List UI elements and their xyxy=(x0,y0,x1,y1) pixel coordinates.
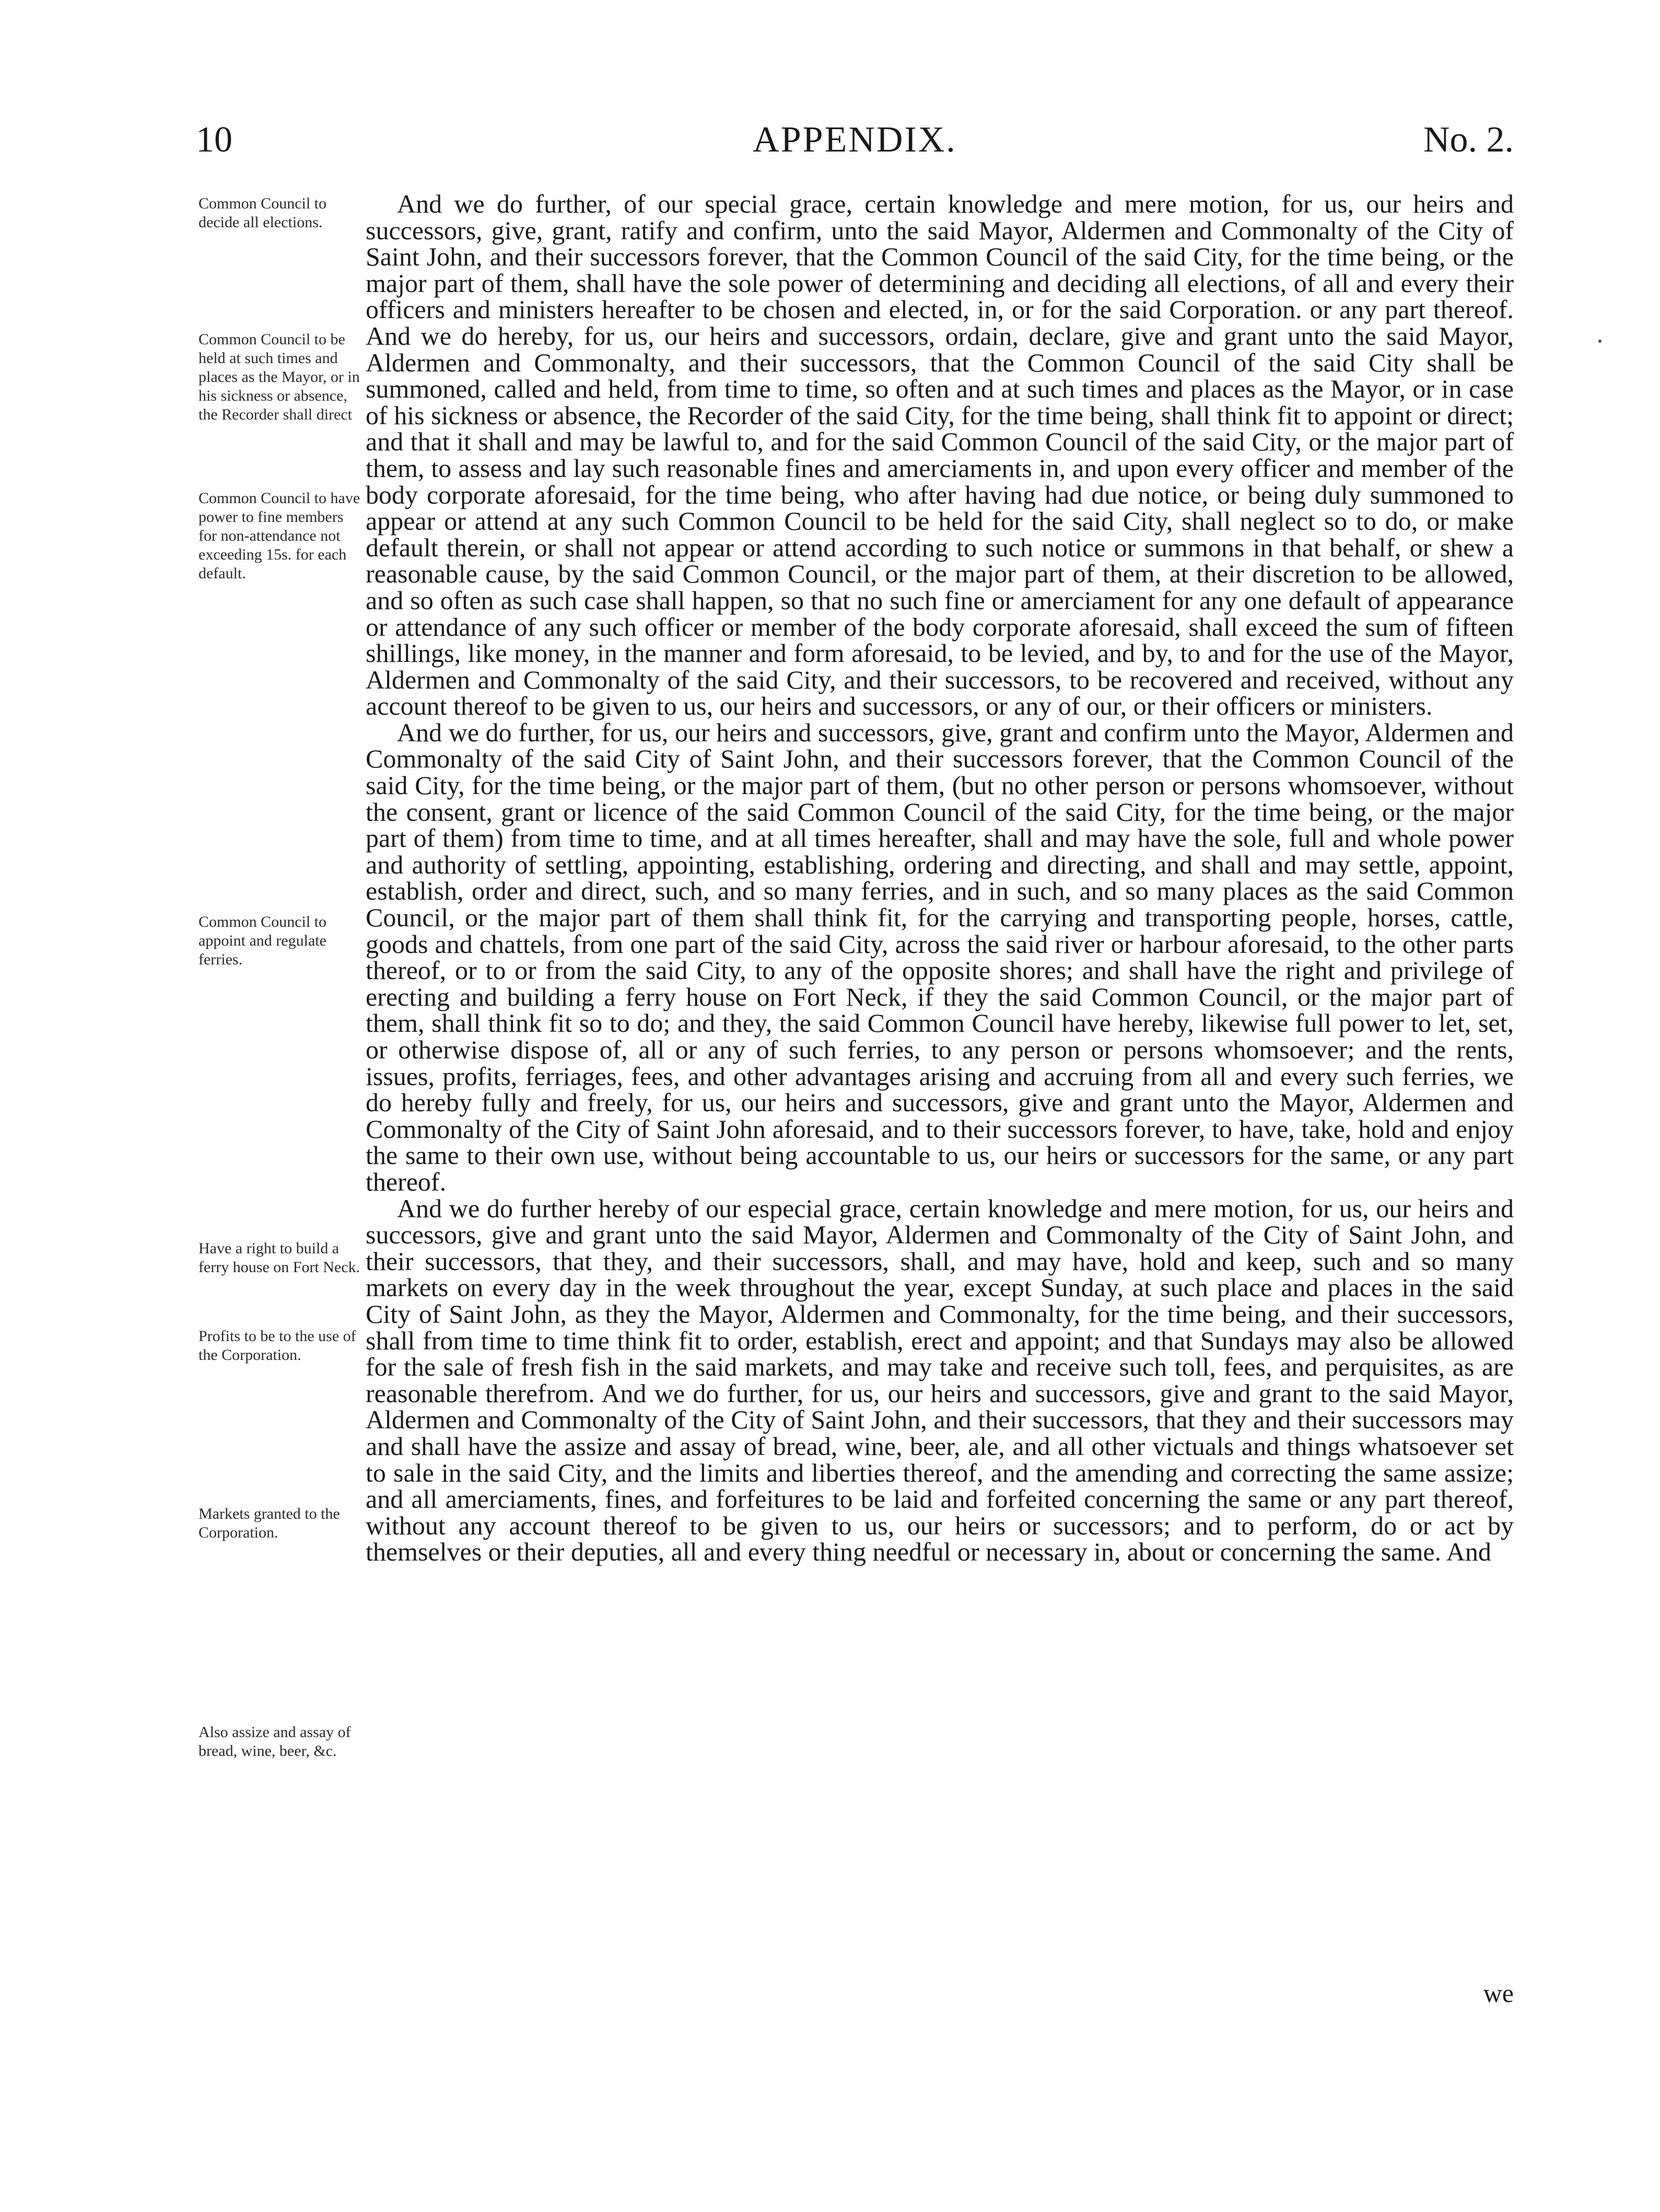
sidenote-ferries: Common Council to appoint and regulate ferries. xyxy=(198,913,327,968)
catchword: we xyxy=(1483,1978,1514,2008)
sidenote-markets: Markets granted to the Corporation. xyxy=(198,1505,340,1541)
running-head: APPENDIX. xyxy=(753,120,957,160)
paragraph-markets-and-assize: And we do further hereby of our especial grace, certain knowledge and mere motion, for us, our heirs and successors, give and grant unto the said Mayor, Aldermen and Commonalty of the City of Saint John, and their successors, that they, and their successors, shall, and may have, hold and keep, such and so many markets on every day in the week throughout the year, except Sunday, at such place and places in the said City of Saint John, as they the Mayor, Aldermen and Commonalty, for the time being, and their successors, shall from time to time think fit to order, establish, erect and appoint; and that Sundays may also be allowed for the sale of fresh fish in the said markets, and may take and receive such toll, fees, and perquisites, as are reasonable therefrom. And we do further, for us, our heirs and successors, give and grant to the said Mayor, Aldermen and Commonalty of the City of Saint John, and their successors, that they and their successors may and shall have the assize and assay of bread, wine, beer, ale, and all other victuals and things whatsoever set to sale in the said City, and the limits and liberties thereof, and the amending and correcting the same assize; and all amerciaments, fines, and forfeitures to be laid and forfeited concerning the same or any part thereof, without any account thereof to be given to us, our heirs or successors; and to perform, do or act by themselves or their deputies, all and every thing needful or necessary in, about or concerning the same. And xyxy=(366,1193,1514,1567)
sidenote-ferry-house: Have a right to build a ferry house on Fort Neck. xyxy=(198,1240,360,1276)
sidenote-elections: Common Council to decide all elections. xyxy=(198,195,327,231)
sidenote-fines: Common Council to have power to fine members for non-attendance not exceeding 15s. for each default. xyxy=(198,490,360,582)
ink-speck xyxy=(1598,340,1601,343)
sidenote-profits: Profits to be to the use of the Corporation. xyxy=(198,1328,356,1364)
document-number: No. 2. xyxy=(1423,120,1514,160)
page-header xyxy=(196,119,1514,166)
paragraph-elections-and-fines: And we do further, of our special grace, certain knowledge and mere motion, for us, our heirs and successors, give, grant, ratify and confirm, unto the said Mayor, Aldermen and Commonalty of the City of Saint John, and their successors forever, that the Common Council of the said City, for the time being, or the major part of them, shall have the sole power of determining and deciding all elections, of all and every their officers and ministers hereafter to be chosen and elected, in, or for the said Corporation. or any part thereof. And we do hereby, for us, our heirs and successors, ordain, declare, give and grant unto the said Mayor, Aldermen and Commonalty, and their successors, that the Common Council of the said City shall be summoned, called and held, from time to time, so often and at such times and places as the Mayor, or in case of his sickness or absence, the Recorder of the said City, for the time being, shall think fit to appoint or direct; and that it shall and may be lawful to, and for the said Common Council of the said City, or the major part of them, to assess and lay such reasonable fines and amerciaments in, and upon every officer and member of the body corporate aforesaid, for the time being, who after having had due notice, or being duly summoned to appear or attend at any such Common Council to be held for the said City, shall neglect so to do, or make default therein, or shall not appear or attend according to such notice or summons in that behalf, or shew a reasonable cause, by the said Common Council, or the major part of them, at their discretion to be allowed, and so often as such case shall happen, so that no such fine or amerciament for any one default of appearance or attendance of any such officer or member of the body corporate aforesaid, shall exceed the sum of fifteen shillings, like money, in the manner and form aforesaid, to be levied, and by, to and for the use of the Mayor, Aldermen and Commonalty of the said City, and their successors, to be recovered and received, without any account thereof to be given to us, our heirs and successors, or any of our, or their officers or ministers. xyxy=(366,189,1514,721)
body-text xyxy=(366,191,1514,1565)
sidenote-council-meetings: Common Council to be held at such times and places as the Mayor, or in his sickness or absence, the Recorder shall direct xyxy=(198,331,360,423)
page-number: 10 xyxy=(196,120,232,160)
sidenote-assize: Also assize and assay of bread, wine, beer, &c. xyxy=(198,1724,351,1760)
paragraph-ferries: And we do further, for us, our heirs and successors, give, grant and confirm unto the Mayor, Aldermen and Commonalty of the said City of Saint John, and their successors forever, that the Common Council of the said City, for the time being, or the major part of them, (but no other person or persons whomsoever, without the consent, grant or licence of the said Common Council of the said City, for the time being, or the major part of them) from time to time, and at all times hereafter, shall and may have the sole, full and whole power and authority of settling, appointing, establishing, ordering and directing, and shall and may settle, appoint, establish, order and direct, such, and so many ferries, and in such, and so many places as the said Common Council, or the major part of them shall think fit, for the carrying and transporting people, horses, cattle, goods and chattels, from one part of the said City, across the said river or harbour aforesaid, to the other parts thereof, or to or from the said City, to any of the opposite shores; and shall have the right and privilege of erecting and building a ferry house on Fort Neck, if they the said Common Council, or the major part of them, shall think fit so to do; and they, the said Common Council have hereby, likewise full power to let, set, or otherwise dispose of, all or any of such ferries, to any person or persons whomsoever; and the rents, issues, profits, ferriages, fees, and other advantages arising and accruing from all and every such ferries, we do hereby fully and freely, for us, our heirs and successors, give and grant unto the Mayor, Aldermen and Commonalty of the City of Saint John aforesaid, and to their successors forever, to have, take, hold and enjoy the same to their own use, without being accountable to us, our heirs or successors for the same, or any part thereof. xyxy=(366,717,1514,1196)
